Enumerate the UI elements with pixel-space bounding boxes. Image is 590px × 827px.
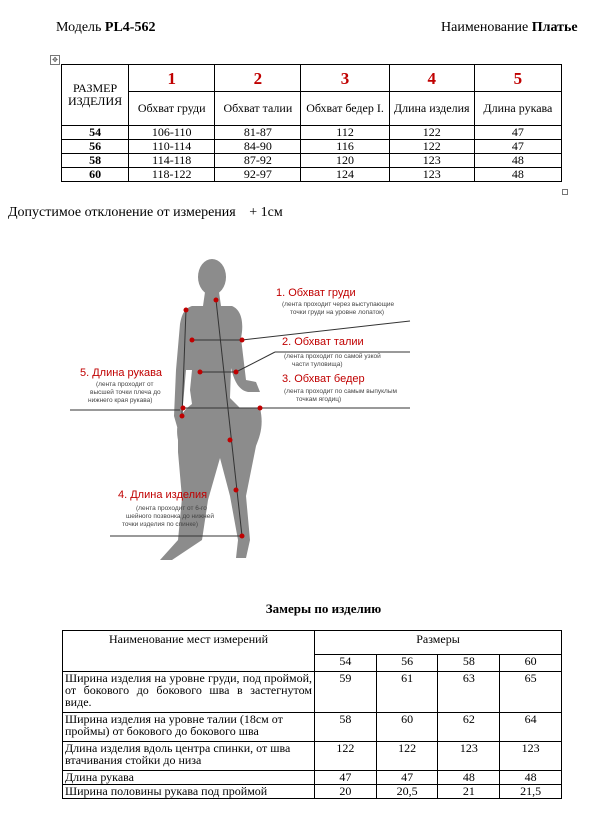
row-value: 20,5 <box>376 785 438 799</box>
row-value: 21,5 <box>500 785 562 799</box>
svg-text:точкам ягодиц): точкам ягодиц) <box>296 396 342 403</box>
value-cell: 122 <box>389 126 474 140</box>
row-value: 59 <box>315 672 377 713</box>
value-cell: 123 <box>389 168 474 182</box>
value-cell: 106-110 <box>129 126 215 140</box>
svg-text:(лента проходит от 6-го: (лента проходит от 6-го <box>136 505 207 512</box>
row-value: 65 <box>500 672 562 713</box>
value-cell: 48 <box>474 168 561 182</box>
value-cell: 48 <box>474 154 561 168</box>
row-value: 64 <box>500 713 562 742</box>
svg-text:точки груди на уровне лопаток): точки груди на уровне лопаток) <box>290 309 385 316</box>
row-value: 47 <box>315 771 377 785</box>
name-value: Платье <box>531 20 578 35</box>
size-col: 58 <box>438 655 500 672</box>
table-move-handle-icon[interactable]: ✥ <box>50 55 60 65</box>
row-name: Длина рукава <box>63 771 315 785</box>
table-row <box>63 672 562 713</box>
value-cell: 114-118 <box>129 154 215 168</box>
name-label: Наименование <box>441 20 529 35</box>
value-cell: 112 <box>301 126 389 140</box>
row-name: Ширина изделия на уровне талии (18см от проймы) от бокового до бокового шва <box>63 713 315 742</box>
size-header: РАЗМЕР ИЗДЕЛИЯ <box>62 65 129 126</box>
table-row <box>62 154 562 168</box>
model-line <box>56 20 155 36</box>
value-cell: 110-114 <box>129 140 215 154</box>
size-cell: 56 <box>62 140 129 154</box>
svg-text:шейного позвонка до нижней: шейного позвонка до нижней <box>126 513 214 520</box>
table-row <box>62 168 562 182</box>
row-value: 61 <box>376 672 438 713</box>
fig-label-1: 1. Обхват груди <box>276 287 356 299</box>
size-cell: 60 <box>62 168 129 182</box>
svg-text:части туловища): части туловища) <box>292 361 343 368</box>
value-cell: 120 <box>301 154 389 168</box>
fig-label-3: 3. Обхват бедер <box>282 373 365 385</box>
svg-text:(лента проходит по самым выпук: (лента проходит по самым выпуклым <box>284 388 397 395</box>
value-cell: 47 <box>474 126 561 140</box>
svg-text:(лента проходит от: (лента проходит от <box>96 381 154 388</box>
svg-text:(лента проходит через выступаю: (лента проходит через выступающие <box>282 301 395 308</box>
svg-text:нижнего края рукава): нижнего края рукава) <box>88 397 153 404</box>
row-value: 48 <box>500 771 562 785</box>
measurement-figure <box>60 240 440 580</box>
svg-text:(лента проходит по самой узкой: (лента проходит по самой узкой <box>284 353 381 360</box>
row-value: 48 <box>438 771 500 785</box>
row-value: 60 <box>376 713 438 742</box>
col-label: Длина изделия <box>389 92 474 126</box>
row-value: 123 <box>500 742 562 771</box>
svg-text:высшей точки плеча до: высшей точки плеча до <box>90 389 161 396</box>
value-cell: 124 <box>301 168 389 182</box>
row-value: 47 <box>376 771 438 785</box>
value-cell: 118-122 <box>129 168 215 182</box>
value-cell: 47 <box>474 140 561 154</box>
col-label: Обхват груди <box>129 92 215 126</box>
col-label: Обхват бедер I. <box>301 92 389 126</box>
size-col: 56 <box>376 655 438 672</box>
value-cell: 123 <box>389 154 474 168</box>
model-value: PL4-562 <box>104 20 156 35</box>
sizes-header: Размеры <box>315 631 562 655</box>
row-value: 58 <box>315 713 377 742</box>
table-row <box>63 785 562 799</box>
row-name: Длина изделия вдоль центра спинки, от шва втачивания стойки до низа <box>63 742 315 771</box>
size-col: 60 <box>500 655 562 672</box>
row-value: 21 <box>438 785 500 799</box>
tolerance-text: Допустимое отклонение от измерения <box>8 205 236 220</box>
name-header: Наименование мест измерений <box>63 631 315 672</box>
value-cell: 92-97 <box>215 168 301 182</box>
col-num: 2 <box>215 65 301 92</box>
row-value: 123 <box>438 742 500 771</box>
row-value: 63 <box>438 672 500 713</box>
value-cell: 87-92 <box>215 154 301 168</box>
garment-title: Замеры по изделию <box>265 601 382 616</box>
table-row <box>62 126 562 140</box>
tolerance-line <box>8 205 283 221</box>
model-label: Модель <box>56 20 102 35</box>
col-num: 5 <box>474 65 561 92</box>
svg-text:точки изделия по спинке): точки изделия по спинке) <box>122 521 199 528</box>
table-resize-handle[interactable] <box>562 189 568 195</box>
value-cell: 122 <box>389 140 474 154</box>
col-label: Обхват талии <box>215 92 301 126</box>
value-cell: 116 <box>301 140 389 154</box>
row-value: 122 <box>376 742 438 771</box>
row-name: Ширина половины рукава под проймой <box>63 785 315 799</box>
col-num: 1 <box>129 65 215 92</box>
name-line <box>441 20 578 36</box>
row-value: 20 <box>315 785 377 799</box>
tolerance-value: + 1см <box>249 205 283 220</box>
table-row <box>62 140 562 154</box>
value-cell: 81-87 <box>215 126 301 140</box>
row-value: 62 <box>438 713 500 742</box>
col-num: 4 <box>389 65 474 92</box>
fig-label-5: 5. Длина рукава <box>80 367 162 379</box>
table-row <box>63 742 562 771</box>
size-col: 54 <box>315 655 377 672</box>
table-row <box>63 713 562 742</box>
garment-table <box>62 630 562 799</box>
table-row <box>63 771 562 785</box>
fig-label-2: 2. Обхват талии <box>282 336 364 348</box>
fig-label-4: 4. Длина изделия <box>118 489 208 501</box>
size-cell: 58 <box>62 154 129 168</box>
size-cell: 54 <box>62 126 129 140</box>
row-name: Ширина изделия на уровне груди, под проймой, от бокового до бокового шва в застегнутом виде. <box>63 672 315 713</box>
col-label: Длина рукава <box>474 92 561 126</box>
size-table <box>61 64 562 182</box>
col-num: 3 <box>301 65 389 92</box>
value-cell: 84-90 <box>215 140 301 154</box>
row-value: 122 <box>315 742 377 771</box>
